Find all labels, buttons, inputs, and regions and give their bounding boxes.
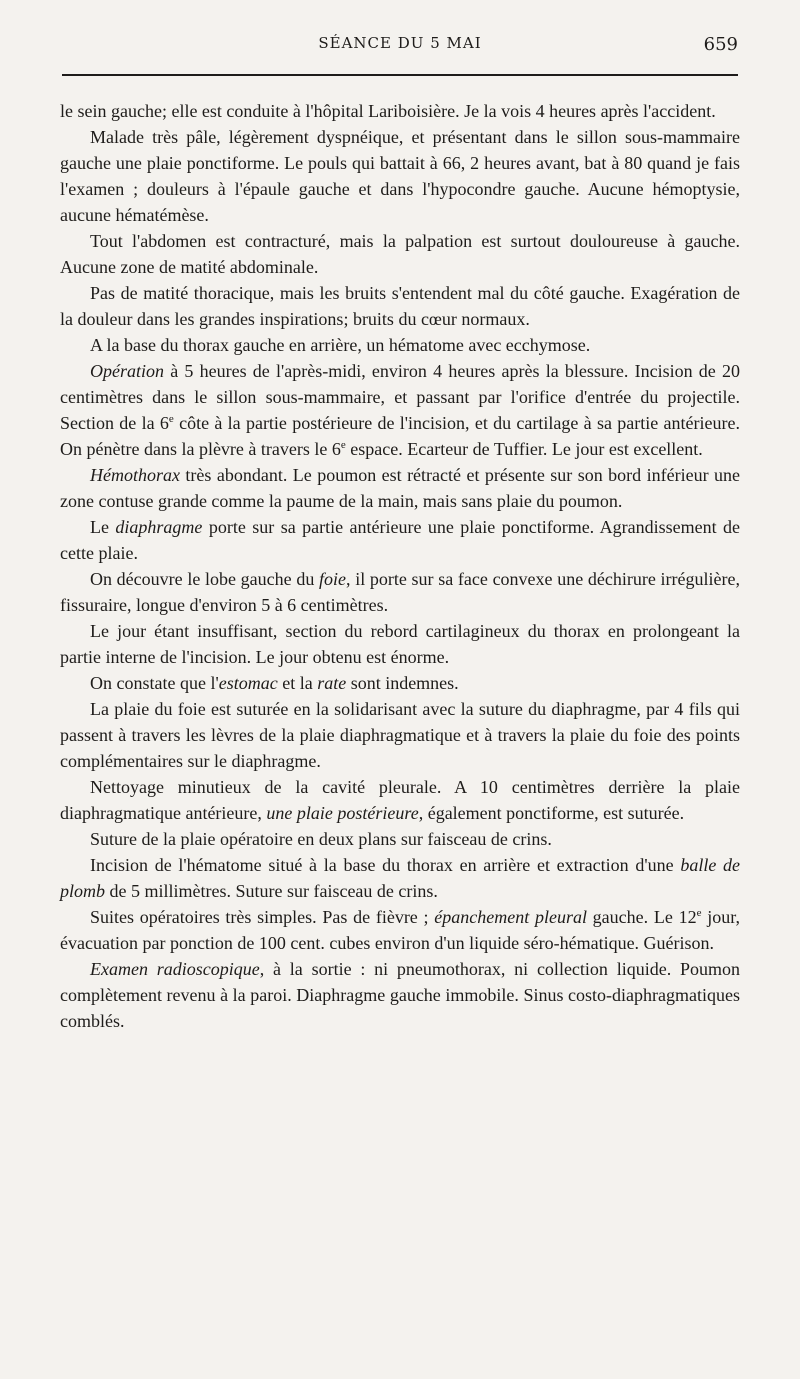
paragraph [60, 358, 740, 462]
italic-text: épanchement pleural [434, 907, 587, 927]
text-span: La plaie du foie est suturée en la solidarisant avec la suture du diaphragme, par 4 fils qui passent à travers les lèvres de la plaie diaphragmatique et à travers la plaie du foie des points complémentaires sur le diaphragme. [60, 699, 740, 771]
text-span: , à la sortie : ni pneumothorax, ni collection liquide. Poumon complètement revenu à la paroi. Diaphragme gauche immobile. Sinus costo-diaphragmatiques comblés. [60, 959, 740, 1031]
text-span: e [340, 439, 346, 451]
text-span: e [168, 413, 174, 425]
text-span: porte sur sa partie antérieure une plaie ponctiforme. Agrandissement de cette plaie. [60, 517, 741, 563]
text-span: à 5 heures de l'après-midi, environ 4 heures après la blessure. Incision de 20 centimètres dans le sillon sous-mammaire, et passant par l'orifice d'entrée du projectile. Section de la 6 [60, 361, 740, 433]
paragraph [60, 566, 740, 618]
text-span: Incision de l'hématome situé à la base du thorax en arrière et extraction d'une [90, 855, 681, 875]
text-span: côte à la partie postérieure de l'incision, et du cartilage à sa partie antérieure. On pénètre dans la plèvre à travers le 6 [60, 413, 740, 459]
paragraph [60, 124, 740, 228]
paragraph [60, 228, 740, 280]
paragraph [60, 462, 740, 514]
text-span: jour, évacuation par ponction de 100 cent. cubes environ d'un liquide séro-hématique. Guérison. [60, 907, 741, 953]
page-header [62, 34, 738, 62]
italic-text: rate [317, 673, 347, 693]
text-span: le sein gauche; elle est conduite à l'hôpital Lariboisière. Je la vois 4 heures après l'accident. [60, 101, 716, 121]
italic-text: balle de plomb [60, 855, 741, 901]
paragraph [60, 280, 740, 332]
header-rule [62, 74, 738, 76]
paragraph [60, 774, 740, 826]
paragraph [60, 696, 740, 774]
text-span: Nettoyage minutieux de la cavité pleurale. A 10 centimètres derrière la plaie diaphragmatique antérieure, [60, 777, 740, 823]
text-span: très abondant. Le poumon est rétracté et présente sur son bord inférieur une zone contuse grande comme la paume de la main, mais sans plaie du poumon. [60, 465, 740, 511]
text-span: e [696, 907, 702, 919]
text-span: Pas de matité thoracique, mais les bruits s'entendent mal du côté gauche. Exagération de la douleur dans les grandes inspirations; bruits du cœur normaux. [60, 283, 740, 329]
running-head: SÉANCE DU 5 MAI [318, 34, 482, 52]
text-span: Le jour étant insuffisant, section du rebord cartilagineux du thorax en prolongeant la partie interne de l'incision. Le jour obtenu est énorme. [60, 621, 740, 667]
paragraph [60, 332, 740, 358]
paragraph [60, 618, 740, 670]
italic-text: foie [319, 569, 347, 589]
paragraph [60, 514, 740, 566]
text-span: gauche. Le 12 [586, 907, 697, 927]
text-span: On constate que l' [90, 673, 219, 693]
paragraph [60, 904, 740, 956]
paragraph [60, 670, 740, 696]
text-span: On découvre le lobe gauche du [90, 569, 320, 589]
text-span: sont indemnes. [346, 673, 459, 693]
italic-text: Examen radioscopique [90, 959, 260, 979]
text-span: Le [90, 517, 116, 537]
text-span: Suites opératoires très simples. Pas de fièvre ; [90, 907, 435, 927]
text-span: , également ponctiforme, est suturée. [418, 803, 685, 823]
page-number: 659 [703, 34, 738, 55]
text-span: , il porte sur sa face convexe une déchirure irrégulière, fissuraire, longue d'environ 5 à 6 centimètres. [60, 569, 740, 615]
paragraph [60, 852, 740, 904]
paragraph [60, 98, 740, 124]
text-span: A la base du thorax gauche en arrière, un hématome avec ecchymose. [90, 335, 591, 355]
italic-text: une plaie postérieure [266, 803, 419, 823]
italic-text: diaphragme [115, 517, 203, 537]
paragraph [60, 956, 740, 1034]
text-span: et la [277, 673, 318, 693]
text-span: espace. Ecarteur de Tuffier. Le jour est excellent. [345, 439, 703, 459]
italic-text: Hémothorax [90, 465, 180, 485]
text-span: Tout l'abdomen est contracturé, mais la palpation est surtout douloureuse à gauche. Aucune zone de matité abdominale. [60, 231, 740, 277]
italic-text: estomac [218, 673, 278, 693]
text-span: de 5 millimètres. Suture sur faisceau de crins. [105, 881, 438, 901]
body-text [60, 98, 740, 1034]
paragraph [60, 826, 740, 852]
text-span: Malade très pâle, légèrement dyspnéique, et présentant dans le sillon sous-mammaire gauche une plaie ponctiforme. Le pouls qui battait à 66, 2 heures avant, bat à 80 quand je fais l'examen ; douleurs à l'épaule gauche et dans l'hypocondre gauche. Aucune hémoptysie, aucune hématémèse. [60, 127, 740, 225]
text-span: Suture de la plaie opératoire en deux plans sur faisceau de crins. [90, 829, 552, 849]
italic-text: Opération [90, 361, 164, 381]
